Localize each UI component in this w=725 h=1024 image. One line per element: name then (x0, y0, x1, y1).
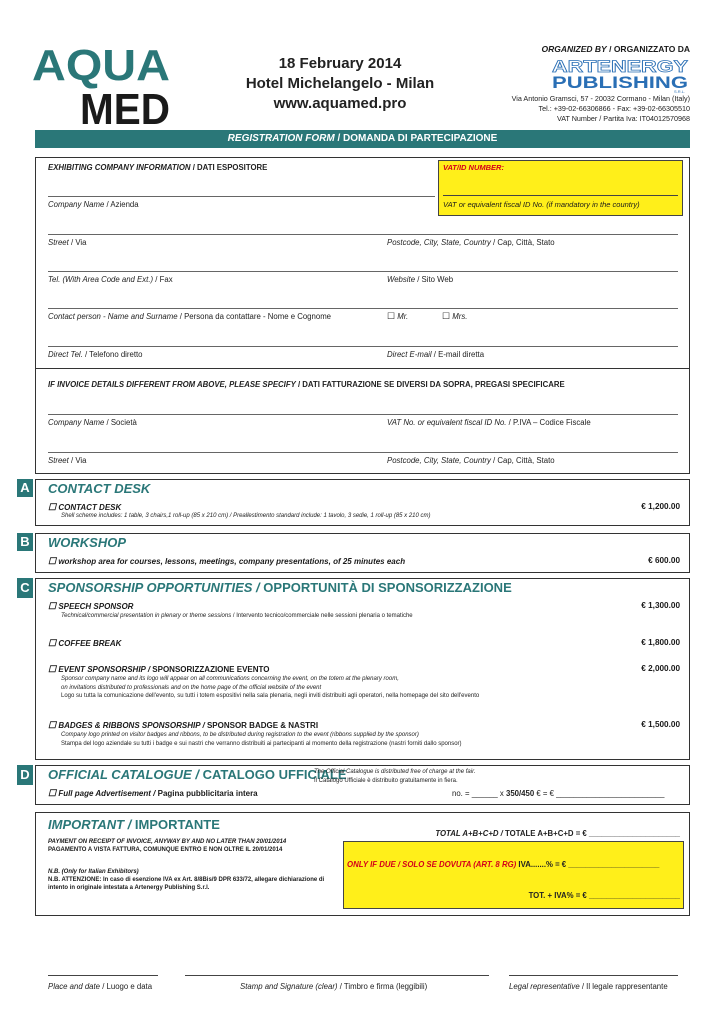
badges-option[interactable] (48, 720, 318, 731)
section-c-title-it: OPPORTUNITÀ DI SPONSORIZZAZIONE (263, 580, 512, 595)
mrs-checkbox[interactable]: ☐ (442, 311, 451, 321)
badges-label-en: BADGES & RIBBONS SPONSORSHIP / (58, 721, 205, 730)
event-sponsorship-price: € 2,000.00 (641, 664, 680, 673)
company-name-line[interactable] (48, 196, 435, 197)
catalogue-calc[interactable] (452, 789, 664, 798)
postcode-label-en: Postcode, City, State, Country (387, 238, 491, 247)
badges-label-it: SPONSOR BADGE & NASTRI (206, 721, 319, 730)
speech-sponsor-desc-it: / Intervento tecnico/commerciale nelle sessioni plenaria o tematiche (232, 613, 413, 619)
invoice-street-line[interactable] (48, 452, 678, 453)
contact-desk-label: CONTACT DESK (58, 503, 122, 512)
section-d-title (48, 767, 347, 782)
payment-terms (48, 838, 286, 854)
street-line[interactable] (48, 234, 678, 235)
mrs-label: Mrs. (452, 312, 468, 321)
invoice-postcode-label (387, 456, 555, 465)
company-section-label-en: EXHIBITING COMPANY INFORMATION (48, 163, 191, 172)
nb-note-it-1: N.B. ATTENZIONE: In caso di esenzione IVA ex Art. 8/8Bis/9 DPR 633/72, allegare dichiarazione di (48, 877, 325, 883)
organizer-address: Via Antonio Gramsci, 57 - 20032 Cormano - Milan (Italy) (511, 94, 690, 103)
nb-note (48, 868, 324, 892)
organizer-title (542, 44, 690, 54)
aquamed-logo (32, 44, 172, 126)
legal-rep-label-en: Legal representative (509, 982, 580, 991)
section-b-letter: B (17, 533, 33, 551)
invoice-postcode-label-it: / Cap, Città, Stato (493, 456, 555, 465)
organizer-contacts (512, 94, 690, 124)
contact-label (48, 312, 331, 321)
catalogue-note-en: The Official Catalogue is distributed free of charge at the fair. (314, 769, 476, 775)
iva-line[interactable] (347, 860, 659, 869)
tel-label-en: Tel. (With Area Code and Ext.) (48, 275, 154, 284)
direct-line[interactable] (48, 346, 678, 347)
company-name-label (48, 200, 139, 209)
invoice-postcode-label-en: Postcode, City, State, Country (387, 456, 491, 465)
event-sponsorship-option[interactable] (48, 664, 269, 675)
speech-sponsor-label: SPEECH SPONSOR (58, 602, 134, 611)
tot-iva-line[interactable]: TOT. + IVA% = € _____________________ (528, 891, 680, 900)
direct-tel-label (48, 350, 143, 359)
invoice-divider (36, 368, 689, 369)
coffee-break-price: € 1,800.00 (641, 638, 680, 647)
speech-sponsor-desc-en: Technical/commercial presentation in plenary or theme sessions (61, 613, 232, 619)
catalogue-total: € = € _________________________ (536, 789, 665, 798)
invoice-vat-label (387, 418, 591, 427)
section-d-title-it: CATALOGO UFFICIALE (202, 767, 347, 782)
full-page-ad-checkbox[interactable]: ☐ (48, 788, 57, 798)
speech-sponsor-option[interactable] (48, 601, 133, 612)
iva-red-label: ONLY IF DUE / SOLO SE DOVUTA (ART. 8 RG) (347, 860, 517, 869)
section-c-letter: C (17, 578, 33, 598)
section-d-letter: D (17, 765, 33, 785)
stamp-label (240, 982, 427, 991)
postcode-label (387, 238, 555, 247)
event-sponsorship-desc (61, 675, 479, 701)
street-label-en: Street (48, 238, 69, 247)
place-date-label-en: Place and date (48, 982, 101, 991)
legal-rep-line[interactable] (509, 975, 678, 976)
workshop-checkbox[interactable]: ☐ (48, 556, 57, 566)
street-label-it: / Via (70, 238, 87, 247)
mrs-option[interactable] (442, 311, 467, 322)
mr-checkbox[interactable]: ☐ (387, 311, 396, 321)
place-date-label-it: / Luogo e data (102, 982, 153, 991)
event-sponsorship-checkbox[interactable]: ☐ (48, 664, 57, 674)
stamp-label-en: Stamp and Signature (clear) (240, 982, 338, 991)
section-a-letter: A (17, 479, 33, 497)
invoice-heading (48, 380, 565, 389)
coffee-break-option[interactable] (48, 638, 121, 649)
organizer-phone: Tel.: +39-02-66306866 - Fax: +39-02-66305510 (538, 104, 690, 113)
full-page-ad-option[interactable] (48, 788, 258, 799)
invoice-company-label-it: / Società (106, 418, 137, 427)
section-c-title-en: SPONSORSHIP OPPORTUNITIES / (48, 580, 260, 595)
invoice-company-line[interactable] (48, 414, 678, 415)
legal-rep-label (509, 982, 668, 991)
form-title-en: REGISTRATION FORM (227, 133, 335, 144)
organizer-title-en: ORGANIZED BY (541, 44, 607, 54)
contact-label-en: Contact person - Name and Surname (48, 312, 178, 321)
event-desc-1: Sponsor company name and its logo will appear on all communications concerning the event, on the totem at the plenary room, (61, 676, 399, 682)
event-sponsorship-label-it: SPONSORIZZAZIONE EVENTO (152, 665, 270, 674)
website-label-it: / Sito Web (417, 275, 454, 284)
contact-desk-price: € 1,200.00 (641, 502, 680, 511)
company-section-label-it: / DATI ESPOSITORE (192, 163, 268, 172)
place-date-line[interactable] (48, 975, 158, 976)
mr-option[interactable] (387, 311, 408, 322)
section-c-title (48, 580, 512, 595)
artenergy-logo (550, 57, 690, 93)
speech-sponsor-price: € 1,300.00 (641, 601, 680, 610)
invoice-street-label-it: / Via (70, 456, 87, 465)
direct-email-label-en: Direct E-mail (387, 350, 432, 359)
place-date-label (48, 982, 152, 991)
event-website: www.aquamed.pro (273, 95, 407, 112)
form-title-it: / DOMANDA DI PARTECIPAZIONE (337, 133, 498, 144)
full-page-ad-label-it: Pagina pubblicitaria intera (157, 789, 258, 798)
badges-desc (61, 731, 462, 748)
form-title-bar (35, 130, 690, 148)
vat-label: VAT/ID NUMBER: (443, 163, 504, 172)
direct-tel-label-it: / Telefono diretto (84, 350, 143, 359)
catalogue-note-it: Il Catalogo Ufficiale è distribuito gratuitamente in fiera. (314, 777, 458, 784)
event-sponsorship-label-en: EVENT SPONSORSHIP / (58, 665, 151, 674)
direct-email-label (387, 350, 484, 359)
section-b-title: WORKSHOP (48, 535, 126, 550)
payment-terms-it: PAGAMENTO A VISTA FATTURA, COMUNQUE ENTRO E NON OLTRE IL 20/01/2014 (48, 847, 283, 853)
full-page-ad-label-en: Full page Advertisement / (58, 789, 156, 798)
coffee-break-label: COFFEE BREAK (58, 639, 122, 648)
company-name-label-it: / Azienda (106, 200, 139, 209)
catalogue-qty: no. = ______ x (452, 789, 504, 798)
badges-checkbox[interactable]: ☐ (48, 720, 57, 730)
section-d-title-en: OFFICIAL CATALOGUE / (48, 767, 199, 782)
workshop-label: workshop area for courses, lessons, meetings, company presentations, of 25 minutes each (58, 557, 406, 566)
invoice-vat-label-it: / P.IVA – Codice Fiscale (508, 418, 591, 427)
direct-tel-label-en: Direct Tel. (48, 350, 83, 359)
invoice-heading-en: IF INVOICE DETAILS DIFFERENT FROM ABOVE, PLEASE SPECIFY (48, 380, 296, 389)
direct-email-label-it: / E-mail diretta (433, 350, 485, 359)
event-date: 18 February 2014 (278, 55, 402, 72)
important-title-it: IMPORTANTE (134, 817, 220, 832)
company-section-label (48, 163, 267, 172)
invoice-company-label (48, 418, 137, 427)
catalogue-note (314, 768, 476, 785)
postcode-label-it: / Cap, Città, Stato (493, 238, 555, 247)
total-label-it: TOTALE A+B+C+D = € _____________________ (505, 829, 680, 838)
speech-sponsor-desc (61, 612, 413, 621)
stamp-label-it: / Timbro e firma (leggibili) (339, 982, 428, 991)
event-venue: Hotel Michelangelo - Milan (245, 75, 435, 92)
contact-desk-desc: Shell scheme includes: 1 table, 3 chairs,1 roll-up (85 x 210 cm) / Preallestimento standard include: 1 tavolo, 3 sedie, 1 roll-up (85 x 210 cm) (61, 513, 431, 519)
event-desc-2: on invitations distributed to professionals and on the home page of the official website of the event (61, 684, 322, 691)
important-title-en: IMPORTANT / (48, 817, 132, 832)
nb-note-en: N.B. (Only for Italian Exhibitors) (48, 869, 139, 875)
badges-desc-1: Company logo printed on visitor badges and ribbons, to be distributed during registration to the event (ribbons supplied by the sponsor) (61, 732, 419, 738)
organizer-title-it: / ORGANIZZATO DA (609, 44, 690, 54)
contact-label-it: / Persona da contattare - Nome e Cognome (179, 312, 332, 321)
section-a-title: CONTACT DESK (48, 481, 151, 496)
artenergy-logo-bottom: PUBLISHING (552, 73, 688, 92)
organizer-vat: VAT Number / Partita Iva: IT04012570968 (556, 114, 690, 123)
coffee-break-checkbox[interactable]: ☐ (48, 638, 57, 648)
logo-top-text: AQUA (32, 44, 170, 90)
invoice-street-label-en: Street (48, 456, 69, 465)
street-label (48, 238, 86, 247)
total-line[interactable] (435, 829, 680, 838)
catalogue-unit-price: 350/450 (505, 789, 535, 798)
invoice-street-label (48, 456, 86, 465)
iva-tail: IVA.......% = € _____________________ (518, 860, 660, 869)
mr-label: Mr. (397, 312, 409, 321)
stamp-line[interactable] (185, 975, 489, 976)
tel-label (48, 275, 173, 284)
workshop-option[interactable] (48, 556, 405, 567)
important-title (48, 817, 220, 832)
artenergy-logo-suffix: S.R.L. (674, 89, 686, 93)
badges-desc-2: Stampa del logo aziendale su tutti i badge e sui nastri che verranno distribuiti ai partecipanti al momento della registrazione (nastri forniti dallo sponsor) (61, 740, 462, 747)
workshop-price: € 600.00 (648, 556, 680, 565)
tel-label-it: / Fax (155, 275, 173, 284)
event-header (230, 54, 450, 114)
invoice-vat-label-en: VAT No. or equivalent fiscal ID No. (387, 418, 507, 427)
tel-line[interactable] (48, 271, 678, 272)
contact-line[interactable] (48, 308, 678, 309)
website-label (387, 275, 453, 284)
legal-rep-label-it: / Il legale rappresentante (581, 982, 668, 991)
badges-price: € 1,500.00 (641, 720, 680, 729)
vat-sublabel: VAT or equivalent fiscal ID No. (if mandatory in the country) (443, 200, 640, 209)
event-desc-3: Logo su tutta la comunicazione dell'evento, su tutti i totem espositivi nella sala plenaria, negli inviti distribuiti agli operatori, nella homepage del sito dell'evento (61, 693, 480, 699)
nb-note-it-2: intento in originale intestata a Artenergy Publishing S.r.l. (48, 885, 210, 891)
logo-bottom-text: MED (80, 85, 170, 126)
speech-sponsor-checkbox[interactable]: ☐ (48, 601, 57, 611)
payment-terms-en: PAYMENT ON RECEIPT OF INVOICE, ANYWAY BY AND NO LATER THAN 20/01/2014 (48, 839, 287, 845)
website-label-en: Website (387, 275, 416, 284)
artenergy-logo-top: ARTENERGY (552, 57, 689, 76)
total-label-en: TOTAL A+B+C+D / (435, 829, 503, 838)
vat-line (443, 195, 678, 196)
invoice-company-label-en: Company Name (48, 418, 105, 427)
company-name-label-en: Company Name (48, 200, 105, 209)
section-b-box (35, 533, 690, 573)
contact-desk-checkbox[interactable]: ☐ (48, 502, 57, 512)
invoice-heading-it: / DATI FATTURAZIONE SE DIVERSI DA SOPRA, PREGASI SPECIFICARE (297, 380, 565, 389)
